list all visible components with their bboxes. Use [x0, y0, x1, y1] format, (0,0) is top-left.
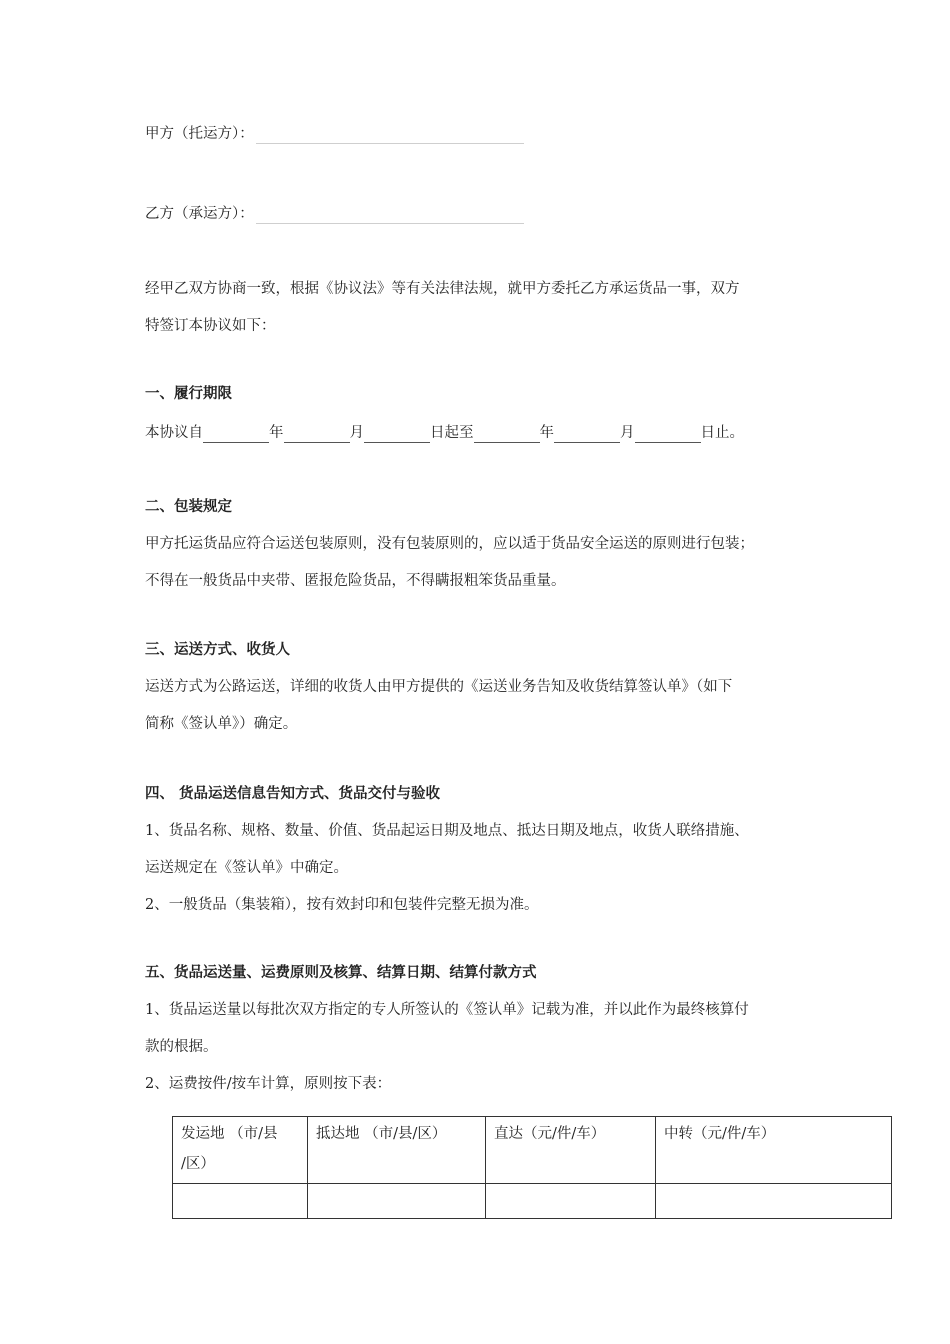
section-2-line-2: 不得在一般货品中夹带、匿报危险货品，不得瞒报粗笨货品重量。	[145, 573, 566, 589]
term-text-month-1: 月	[349, 425, 364, 441]
header-direct-rate: 直达（元/件/车）	[486, 1117, 656, 1184]
end-year-blank[interactable]	[474, 428, 540, 443]
end-month-blank[interactable]	[554, 428, 620, 443]
section-3-line-2: 简称《签认单》）确定。	[145, 716, 298, 732]
cell-transfer-rate[interactable]	[656, 1184, 892, 1219]
header-origin-line-2: /区）	[181, 1156, 215, 1172]
party-a-label: 甲方（托运方）：	[145, 126, 254, 142]
term-text-year-1: 年	[269, 425, 284, 441]
term-text-month-2: 月	[620, 425, 635, 441]
section-2-heading: 二、包装规定	[145, 499, 232, 515]
term-line	[145, 423, 744, 443]
section-4-line-3: 2、一般货品（集装箱），按有效封印和包装件完整无损为准。	[145, 897, 539, 913]
header-transfer-rate: 中转（元/件/车）	[656, 1117, 892, 1184]
term-text-year-2: 年	[539, 425, 554, 441]
party-b-label: 乙方（承运方）：	[145, 206, 254, 222]
start-year-blank[interactable]	[203, 428, 269, 443]
start-day-blank[interactable]	[364, 428, 430, 443]
cell-destination[interactable]	[308, 1184, 486, 1219]
section-4-heading: 四、 货品运送信息告知方式、货品交付与验收	[145, 786, 441, 802]
intro-line-2: 特签订本协议如下：	[145, 318, 276, 334]
section-5-heading: 五、货品运送量、运费原则及核算、结算日期、结算付款方式	[145, 965, 537, 981]
table-header-row	[173, 1117, 892, 1184]
section-4-line-2: 运送规定在《签认单》中确定。	[145, 860, 348, 876]
section-5-line-1: 1、货品运送量以每批次双方指定的专人所签认的《签认单》记载为准，并以此作为最终核算付	[145, 1002, 749, 1018]
cell-origin[interactable]	[173, 1184, 308, 1219]
term-text-until: 日起至	[430, 425, 474, 441]
section-2-line-1: 甲方托运货品应符合运送包装原则，没有包装原则的，应以适于货品安全运送的原则进行包装；	[145, 536, 754, 552]
header-origin	[173, 1117, 308, 1184]
header-origin-line-1: 发运地 （市/县	[181, 1126, 278, 1142]
section-5-line-3: 2、运费按件/按车计算，原则按下表：	[145, 1076, 392, 1092]
section-5-line-2: 款的根据。	[145, 1039, 218, 1055]
intro-line-1: 经甲乙双方协商一致，根据《协议法》等有关法律法规，就甲方委托乙方承运货品一事，双方	[145, 281, 740, 297]
table-row	[173, 1184, 892, 1219]
party-b-signature-blank[interactable]	[256, 209, 524, 224]
term-text-from: 本协议自	[145, 425, 203, 441]
header-destination: 抵达地 （市/县/区）	[308, 1117, 486, 1184]
section-1-heading: 一、履行期限	[145, 386, 232, 402]
party-a-line	[145, 124, 524, 144]
start-month-blank[interactable]	[284, 428, 350, 443]
party-b-line	[145, 204, 524, 224]
section-3-line-1: 运送方式为公路运送，详细的收货人由甲方提供的《运送业务告知及收货结算签认单》（如下	[145, 679, 733, 695]
party-a-signature-blank[interactable]	[256, 129, 524, 144]
section-4-line-1: 1、货品名称、规格、数量、价值、货品起运日期及地点、抵达日期及地点，收货人联络措施、	[145, 823, 749, 839]
term-text-end: 日止。	[700, 425, 744, 441]
end-day-blank[interactable]	[635, 428, 701, 443]
freight-rate-table	[172, 1116, 892, 1219]
section-3-heading: 三、运送方式、收货人	[145, 642, 290, 658]
cell-direct-rate[interactable]	[486, 1184, 656, 1219]
